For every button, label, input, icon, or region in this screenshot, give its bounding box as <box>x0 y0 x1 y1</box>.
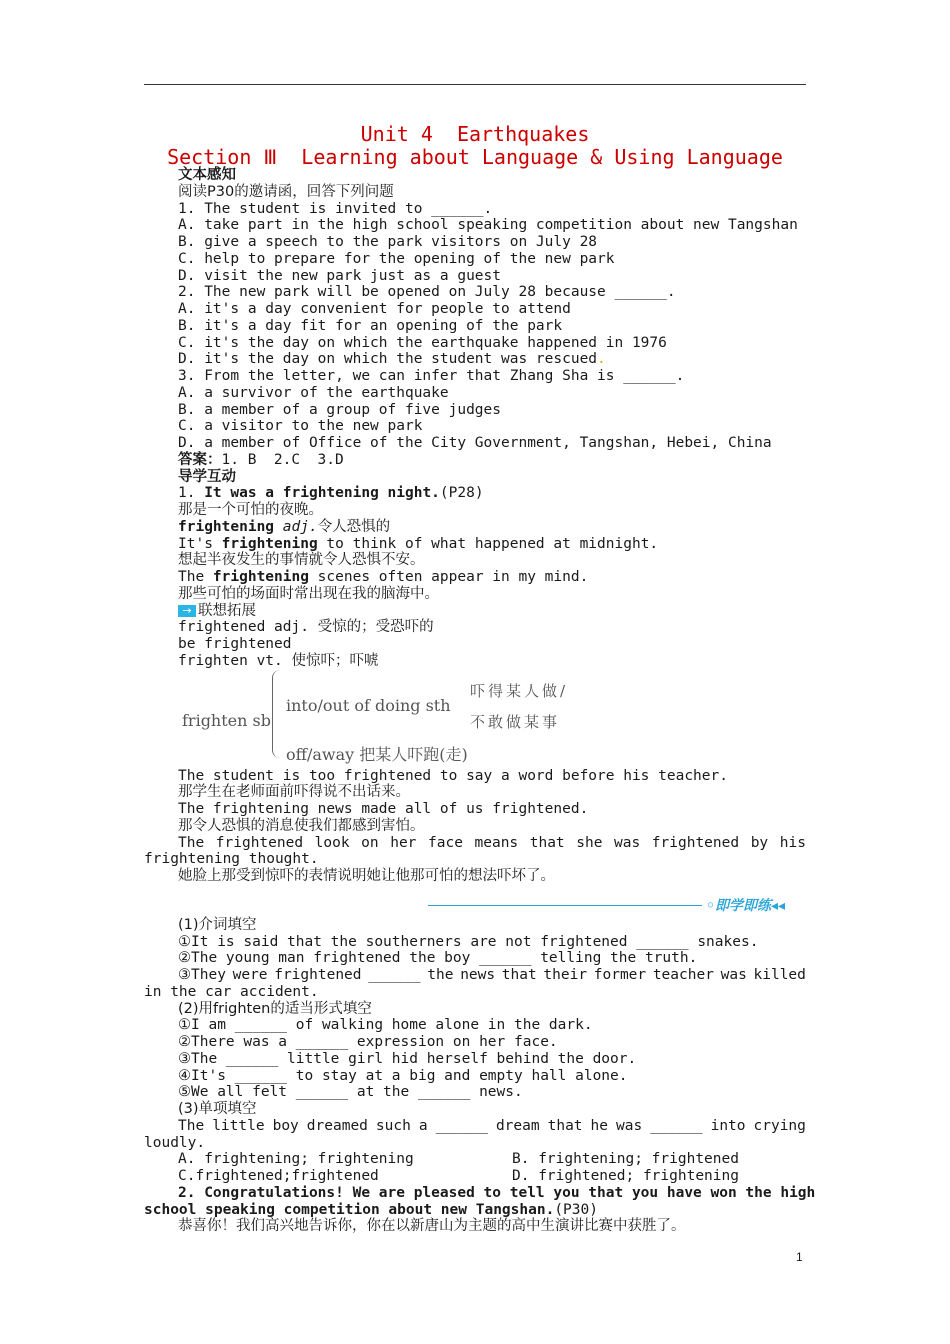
choice-c: C.frightened;frightened <box>178 1168 379 1184</box>
point-1 <box>144 485 806 502</box>
choices-row-2 <box>144 1168 806 1185</box>
g1-word: little <box>212 1117 265 1134</box>
q1-option-c: C. help to prepare for the opening of the new park <box>178 250 615 267</box>
e3-word: killed <box>753 967 806 983</box>
exercise-2-3: ③The ______ little girl hid herself behind the door. <box>178 1050 637 1067</box>
point-2-sentence-end: school speaking competition about new Tangshan. <box>144 1201 555 1218</box>
point-1-sentence: It was a frightening night. <box>204 485 440 502</box>
expand-frighten: frighten vt. 使惊吓；吓唬 <box>178 652 379 669</box>
q1-option-d: D. visit the new park just as a guest <box>178 267 502 284</box>
sentence-1: The student is too frightened to say a word before his teacher. <box>178 767 728 784</box>
exercise-3-line-1 <box>144 1118 806 1135</box>
brace-option-1-meaning-a: 吓得某人做/ <box>470 681 569 700</box>
sentence-2-translation: 那令人恐惧的消息使我们都感到害怕。 <box>178 817 425 834</box>
g1-word: dream <box>495 1117 540 1134</box>
brace-icon <box>272 670 283 758</box>
example-2-translation: 那些可怕的场面时常出现在我的脑海中。 <box>178 585 439 602</box>
question-1: 1. The student is invited to ______. <box>178 200 493 217</box>
q3-option-b: B. a member of a group of five judges <box>178 401 502 418</box>
g1-word: was <box>616 1117 643 1134</box>
point-1-translation: 那是一个可怕的夜晚。 <box>178 502 323 518</box>
s3-word: her <box>390 834 417 851</box>
s3-word: frightened <box>215 834 304 851</box>
s3-word: that <box>529 834 565 851</box>
g1-word: into <box>710 1117 746 1134</box>
section-title: Section Ⅲ Learning about Language & Using Language <box>167 145 783 169</box>
q3-option-d: D. a member of Office of the City Government, Tangshan, Hebei, China <box>178 435 772 451</box>
q2-option-c: C. it's the day on which the earthquake happened in 1976 <box>178 334 667 351</box>
e3-word: news <box>460 967 496 983</box>
point-2-line-2 <box>144 1202 806 1219</box>
example-1 <box>144 536 806 553</box>
example-1-key: frightening <box>221 535 318 552</box>
s3-word: frightened <box>651 834 740 851</box>
word-meaning: 令人恐惧的 <box>317 518 391 535</box>
sentence-1-translation: 那学生在老师面前吓得说不出话来。 <box>178 784 410 801</box>
practice-tag: ◦即学即练◂◂ <box>706 897 786 914</box>
e3-word: ______ <box>368 967 421 983</box>
e3-word: their <box>543 967 588 983</box>
example-1-translation: 想起半夜发生的事情就令人恐惧不安。 <box>178 552 425 569</box>
choice-a: A. frightening; frightening <box>178 1151 414 1168</box>
s3-word: by <box>750 834 769 851</box>
exercise-2-2: ②There was a ______ expression on her face. <box>178 1034 558 1050</box>
exercise-2-1: ①I am ______ of walking home alone in the dark. <box>178 1017 593 1034</box>
e3-word: teacher <box>652 967 714 983</box>
divider-line <box>428 905 702 907</box>
g1-word: he <box>590 1117 608 1134</box>
brace-option-1: into/out of doing sth <box>286 695 451 715</box>
example-1-post: to think of what happened at midnight. <box>317 535 659 552</box>
e3-word: was <box>720 967 747 983</box>
expand-be-frightened: be frightened <box>178 636 292 652</box>
choice-d: D. frightened; frightening <box>512 1168 739 1184</box>
exercise-heading-2: (2)用frighten的适当形式填空 <box>178 1000 372 1017</box>
g1-word: dreamed <box>306 1117 368 1134</box>
exercise-2-4: ④It's ______ to stay at a big and empty hall alone. <box>178 1067 628 1084</box>
answer-line <box>144 452 806 469</box>
document-body <box>144 167 816 1235</box>
unit-title: Unit 4 Earthquakes <box>360 122 590 146</box>
q2-option-d <box>144 351 806 368</box>
brace-option-1-meaning-b: 不敢做某事 <box>470 712 561 731</box>
word-headword: frightening <box>178 518 275 535</box>
choice-b: B. frightening; frightened <box>512 1151 739 1168</box>
example-2-key: frightening <box>212 569 309 585</box>
arrow-right-icon: → <box>178 605 196 617</box>
sentence-2: The frightening news made all of us frightened. <box>178 801 589 817</box>
s3-word: on <box>361 834 379 851</box>
point-2-ref: (P30) <box>554 1201 598 1218</box>
exercise-2-5: ⑤We all felt ______ at the ______ news. <box>178 1084 523 1101</box>
example-2-pre: The <box>178 569 213 585</box>
e3-word: that <box>501 967 537 983</box>
exercise-1-1: ①It is said that the southerners are not frightened ______ snakes. <box>178 933 759 950</box>
sentence-3-translation: 她脸上那受到惊吓的表情说明她让他那可怕的想法吓坏了。 <box>178 868 555 884</box>
intro-line: 阅读P30的邀请函，回答下列问题 <box>178 183 394 200</box>
exercise-3-line-2: loudly. <box>144 1134 206 1151</box>
exercise-1-3-line-2: in the car accident. <box>144 983 319 1000</box>
word-pos: adj. <box>274 518 318 535</box>
exercise-heading-3: (3)单项填空 <box>178 1101 257 1117</box>
q1-option-a: A. take part in the high school speaking competition about new Tangshan <box>178 217 798 234</box>
heading-guided-interaction: 导学互动 <box>178 468 236 485</box>
g1-word: boy <box>272 1117 299 1134</box>
choices-row-1 <box>144 1151 806 1168</box>
expand-heading <box>144 603 806 620</box>
exercise-1-2: ②The young man frightened the boy ______ telling the truth. <box>178 950 698 967</box>
sentence-3-line-1 <box>144 835 806 852</box>
page-number: 1 <box>796 1250 803 1264</box>
q3-option-a: A. a survivor of the earthquake <box>178 384 449 401</box>
point-2-translation: 恭喜你！我们高兴地告诉你，你在以新唐山为主题的高中生演讲比赛中获胜了。 <box>178 1218 686 1235</box>
decor-dot: . <box>597 351 606 368</box>
g1-word: such <box>375 1117 411 1134</box>
e3-word: former <box>593 967 647 983</box>
q2-option-a: A. it's a day convenient for people to attend <box>178 301 571 317</box>
exercise-heading-1: (1)介词填空 <box>178 916 257 933</box>
example-1-pre: It's <box>178 535 222 552</box>
s3-word: face <box>428 834 463 851</box>
frighten-usage-diagram <box>182 670 806 768</box>
sentence-3-line-2: frightening thought. <box>144 851 319 868</box>
q1-option-b: B. give a speech to the park visitors on July 28 <box>178 234 598 250</box>
practice-divider <box>144 885 806 917</box>
e3-word: frightened <box>274 967 362 983</box>
expand-label: 联想拓展 <box>198 602 256 619</box>
heading-text-perception: 文本感知 <box>178 167 236 183</box>
q2-option-d-text: D. it's the day on which the student was rescued <box>178 351 598 368</box>
answer-label: 答案： <box>178 451 222 468</box>
example-2 <box>144 569 806 586</box>
answer-text: 1. B 2.C 3.D <box>221 451 344 468</box>
g1-word: The <box>178 1117 205 1134</box>
header-rule <box>144 84 806 85</box>
question-3: 3. From the letter, we can infer that Zhang Sha is ______. <box>178 368 685 384</box>
g1-word: a <box>418 1117 428 1134</box>
expand-frightened: frightened adj. 受惊的；受恐吓的 <box>178 619 434 636</box>
g1-word: ______ <box>435 1117 488 1134</box>
e3-word: the <box>427 967 454 983</box>
s3-word: look <box>314 834 350 851</box>
s3-word: means <box>474 834 519 851</box>
question-2: 2. The new park will be opened on July 28 because ______. <box>178 284 676 301</box>
e3-word: ③They <box>178 967 226 983</box>
q3-option-c: C. a visitor to the new park <box>178 418 423 435</box>
brace-option-2: off/away 把某人吓跑(走) <box>286 744 468 764</box>
s3-word: The <box>178 834 205 851</box>
e3-word: were <box>232 967 268 983</box>
s3-word: she <box>576 834 603 851</box>
point-2-line-1: 2. Congratulations! We are pleased to tell you that you have won the high <box>178 1184 816 1201</box>
g1-word: crying <box>753 1117 806 1134</box>
g1-word: ______ <box>650 1117 703 1134</box>
brace-lead: frighten sb <box>182 710 271 730</box>
example-2-post: scenes often appear in my mind. <box>308 569 589 585</box>
word-entry <box>144 519 806 536</box>
exercise-1-3-line-1 <box>144 967 806 984</box>
point-1-number: 1. <box>178 485 205 502</box>
s3-word: was <box>614 834 641 851</box>
g1-word: that <box>547 1117 583 1134</box>
title-block <box>144 123 806 169</box>
s3-word: his <box>779 834 806 851</box>
point-1-ref: (P28) <box>439 485 484 502</box>
q2-option-b: B. it's a day fit for an opening of the park <box>178 317 563 334</box>
